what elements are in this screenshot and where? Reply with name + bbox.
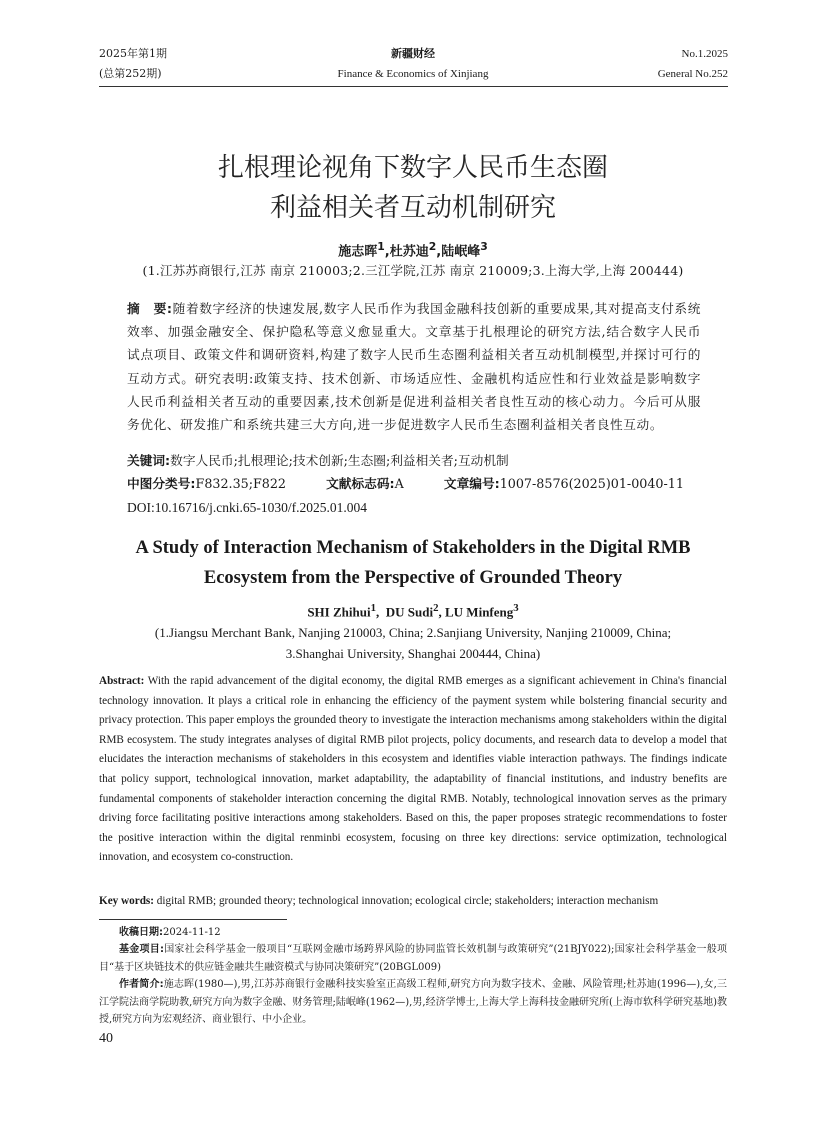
affiliations-en — [0, 622, 826, 664]
article-no-label: 文章编号: — [443, 476, 500, 491]
title-en-line1: A Study of Interaction Mechanism of Stakeholders in the Digital RMB — [135, 538, 691, 558]
abstract-cn-label: 摘 要: — [127, 301, 173, 316]
footnote-received — [99, 924, 727, 942]
abstract-cn — [127, 297, 701, 436]
title-cn-line1: 扎根理论视角下数字人民币生态圈 — [217, 153, 608, 183]
received-value: 2024-11-12 — [163, 927, 221, 938]
author-cn-1-mark: 1 — [377, 240, 385, 253]
author-cn-1: 施志晖 — [338, 244, 378, 260]
received-label: 收稿日期: — [119, 927, 163, 938]
abstract-cn-text: 随着数字经济的快速发展,数字人民币作为我国金融科技创新的重要成果,其对提高支付系统效率、加强金融安全、保护隐私等意义愈显重大。文章基于扎根理论的研究方法,结合数字人民币试点项目、政策文件和调研资料,构建了数字人民币生态圈利益相关者互动机制模型,并探讨可行的互动方式。研究表明:政策支持、技术创新、市场适应性、金融机构适应性和行业效益是影响数字人民币利益相关者互动的重要因素,技术创新是促进利益相关者良性互动的核心动力。今后可从服务优化、研发推广和系统共建三大方向,进一步促进数字人民币生态圈利益相关者良性互动。 — [127, 301, 701, 433]
footnote-authors — [99, 976, 727, 1029]
header-number — [658, 44, 728, 84]
author-bio-text: 施志晖(1980—),男,江苏苏商银行金融科技实验室正高级工程师,研究方向为数字技术、金融、风险管理;杜苏迪(1996—),女,三江学院法商学院助教,研究方向为数字金融、财务管理;陆岷峰(1962—),男,经济学博士,上海大学上海科技金融研究所(上海市软科学研究基地)教授,研究方向为宏观经济、商业银行、中小企业。 — [99, 979, 727, 1025]
author-cn-2-mark: 2 — [428, 240, 437, 253]
title-en — [0, 533, 826, 593]
title-cn-line2: 利益相关者互动机制研究 — [269, 193, 556, 223]
abstract-en — [99, 672, 727, 868]
header-divider — [99, 86, 728, 87]
affiliations-cn: (1.江苏苏商银行,江苏 南京 210003;2.三江学院,江苏 南京 210009;3.上海大学,上海 200444) — [142, 263, 684, 278]
issue-no: No.1.2025 — [681, 48, 728, 60]
title-en-line2: Ecosystem from the Perspective of Grounded Theory — [203, 568, 623, 588]
affiliations-en-line1: (1.Jiangsu Merchant Bank, Nanjing 210003, China; 2.Sanjiang University, Nanjing 210009, China; — [154, 625, 672, 640]
keywords-cn-label: 关键词: — [127, 453, 171, 468]
article-no-value: 1007-8576(2025)01-0040-11 — [499, 476, 684, 491]
author-en-2-mark: 2 — [433, 602, 439, 614]
abstract-en-text: With the rapid advancement of the digital economy, the digital RMB emerges as a significant achievement in China's financial technology innovation. It plays a critical role in enhancing the efficiency of the payment system while bolstering financial security and privacy protection. This paper employs the grounded theory to investigate the interaction mechanisms among stakeholders within the digital RMB ecosystem. The study integrates analyses of digital RMB pilot projects, policy documents, and research data to develop a model that elucidates the interaction mechanisms of stakeholders in this ecosystem and identifies viable interaction pathways. The findings indicate that policy support, technological innovation, market adaptability, the adaptability of financial institutions, and industry benefits are fundamental components of stakeholder interaction concerning the digital RMB. Notably, technological innovation serves as the primary driving force facilitating positive interactions among stakeholders. Based on this, the paper proposes strategic recommendations to foster the positive interaction within the digital renminbi ecosystem, focusing on three key directions: service optimization, technological innovation, and ecosystem co-construction. — [99, 675, 727, 864]
author-en-1-mark: 1 — [370, 602, 376, 614]
author-en-3-mark: 3 — [513, 602, 519, 614]
author-cn-3-mark: 3 — [480, 240, 488, 253]
author-en-1: SHI Zhihui — [307, 604, 371, 620]
keywords-en — [99, 892, 727, 910]
author-en-3: LU Minfeng — [445, 604, 514, 620]
fund-text: 国家社会科学基金一般项目“互联网金融市场跨界风险的协同监管长效机制与政策研究”(21BJY022);国家社会科学基金一般项目“基于区块链技术的供应链金融共生融资模式与协同决策研究”(20BGL009) — [99, 944, 727, 973]
footnote-fund — [99, 941, 727, 976]
clc-value: F832.35;F822 — [195, 476, 287, 491]
issue-cn: 2025年第1期 — [99, 47, 167, 60]
author-cn-3: 陆岷峰 — [441, 244, 481, 260]
keywords-cn — [127, 449, 701, 472]
page-number: 40 — [99, 1031, 113, 1046]
doc-code-value: A — [394, 476, 404, 491]
abstract-en-label: Abstract: — [99, 675, 145, 687]
authors-cn: 施志晖$^1$,杜苏迪$^2$,陆岷峰$^3$ — [338, 240, 488, 260]
author-cn-2: 杜苏迪 — [389, 244, 429, 260]
doc-code-label: 文献标志码: — [326, 476, 395, 491]
title-cn — [0, 148, 826, 228]
footnote-divider — [99, 919, 287, 920]
author-bio-label: 作者简介: — [119, 979, 164, 990]
fund-label: 基金项目: — [119, 944, 164, 955]
authors-en: SHI Zhihui$^1$, DU Sudi$^2$, LU Minfeng$^3$ — [307, 602, 519, 620]
general-no: General No.252 — [657, 68, 728, 80]
author-en-2: DU Sudi — [385, 604, 434, 620]
journal-name-cn: 新疆财经 — [391, 47, 435, 60]
classification-line — [127, 472, 701, 495]
clc-label: 中图分类号: — [127, 476, 196, 491]
keywords-en-label: Key words: — [99, 895, 154, 907]
affiliations-en-line2: 3.Shanghai University, Shanghai 200444, China) — [285, 646, 541, 661]
journal-name-en: Finance & Economics of Xinjiang — [337, 68, 489, 80]
keywords-cn-text: 数字人民币;扎根理论;技术创新;生态圈;利益相关者;互动机制 — [170, 453, 509, 468]
keywords-en-text: digital RMB; grounded theory; technological innovation; ecological circle; stakeholders; interaction mechanism — [156, 895, 659, 907]
issue-total-cn: (总第252期) — [99, 67, 162, 80]
doi: DOI:10.16716/j.cnki.65-1030/f.2025.01.004 — [127, 500, 367, 515]
